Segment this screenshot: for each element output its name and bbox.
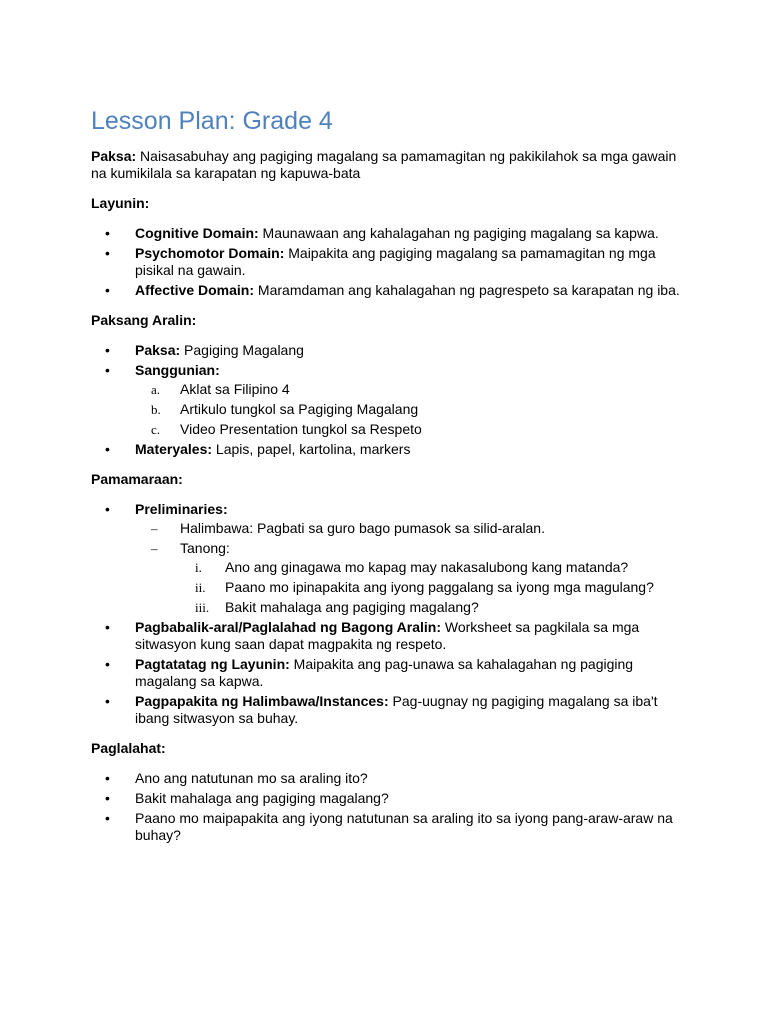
list-item: • Pagpapakita ng Halimbawa/Instances: Pag-uugnay ng pagiging magalang sa iba't ibang sitwasyon sa buhay. [91,693,681,727]
layunin-heading: Layunin: [91,195,150,211]
list-item: – Halimbawa: Pagbati sa guro bago pumasok sa silid-aralan. [151,520,545,536]
list-item: • Materyales: Lapis, papel, kartolina, markers [91,441,681,458]
pamamaraan-heading: Pamamaraan: [91,471,183,487]
pamamaraan-list [91,501,681,727]
paksa-text: Naisasabuhay ang pagiging magalang sa pamamagitan ng pakikilahok sa mga gawain na kumikilala sa karapatan ng kapuwa-bata [91,148,677,181]
paglalahat-heading: Paglalahat: [91,740,166,756]
list-item: • Paano mo maipapakita ang iyong natutunan sa araling ito sa iyong pang-araw-araw na buhay? [91,810,681,844]
list-item: • Preliminaries: – Halimbawa: Pagbati sa guro bago pumasok sa silid-aralan. – Tanong: i. Ano ang ginagawa mo kapag may nakasalubong kang matanda? ii. Paano mo ipinapakita ang iyong paggalang sa iyong mga magulang? iii. Bakit mahalaga ang pagiging magalang? [91,501,681,616]
list-item: i. Ano ang ginagawa mo kapag may nakasalubong kang matanda? [195,559,629,575]
list-item: ii. Paano mo ipinapakita ang iyong paggalang sa iyong mga magulang? [195,579,654,595]
tanong-list [180,559,681,616]
list-item: • Bakit mahalaga ang pagiging magalang? [91,790,681,807]
paglalahat-list [91,770,681,844]
document-body [91,148,681,857]
sanggunian-list [135,381,681,438]
list-item: • Affective Domain: Maramdaman ang kahalagahan ng pagrespeto sa karapatan ng iba. [91,282,681,299]
list-item: iii. Bakit mahalaga ang pagiging magalang? [195,599,479,615]
list-item: • Pagtatatag ng Layunin: Maipakita ang pag-unawa sa kahalagahan ng pagiging magalang sa kapwa. [91,656,681,690]
list-item: a. Aklat sa Filipino 4 [151,381,290,397]
layunin-list [91,225,681,299]
list-item: • Psychomotor Domain: Maipakita ang pagiging magalang sa pamamagitan ng mga pisikal na gawain. [91,245,681,279]
list-item: • Sanggunian: a. Aklat sa Filipino 4 b. Artikulo tungkol sa Pagiging Magalang c. Video Presentation tungkol sa Respeto [91,362,681,438]
paksa-paragraph [91,148,681,182]
paksa-label: Paksa: [91,148,137,164]
preliminaries-list [135,520,681,616]
list-item: • Paksa: Pagiging Magalang [91,342,681,359]
list-item: • Ano ang natutunan mo sa araling ito? [91,770,681,787]
page-title: Lesson Plan: Grade 4 [91,107,333,135]
list-item: • Pagbabalik-aral/Paglalahad ng Bagong Aralin: Worksheet sa pagkilala sa mga sitwasyon kung saan dapat magpakita ng respeto. [91,619,681,653]
paksang-aralin-heading: Paksang Aralin: [91,312,197,328]
list-item: – Tanong: i. Ano ang ginagawa mo kapag may nakasalubong kang matanda? ii. Paano mo ipinapakita ang iyong paggalang sa iyong mga magulang? iii. Bakit mahalaga ang pagiging magalang? [135,540,681,616]
paksang-aralin-list [91,342,681,458]
list-item: b. Artikulo tungkol sa Pagiging Magalang [151,401,419,417]
list-item: • Cognitive Domain: Maunawaan ang kahalagahan ng pagiging magalang sa kapwa. [91,225,681,242]
list-item: c. Video Presentation tungkol sa Respeto [151,421,422,437]
